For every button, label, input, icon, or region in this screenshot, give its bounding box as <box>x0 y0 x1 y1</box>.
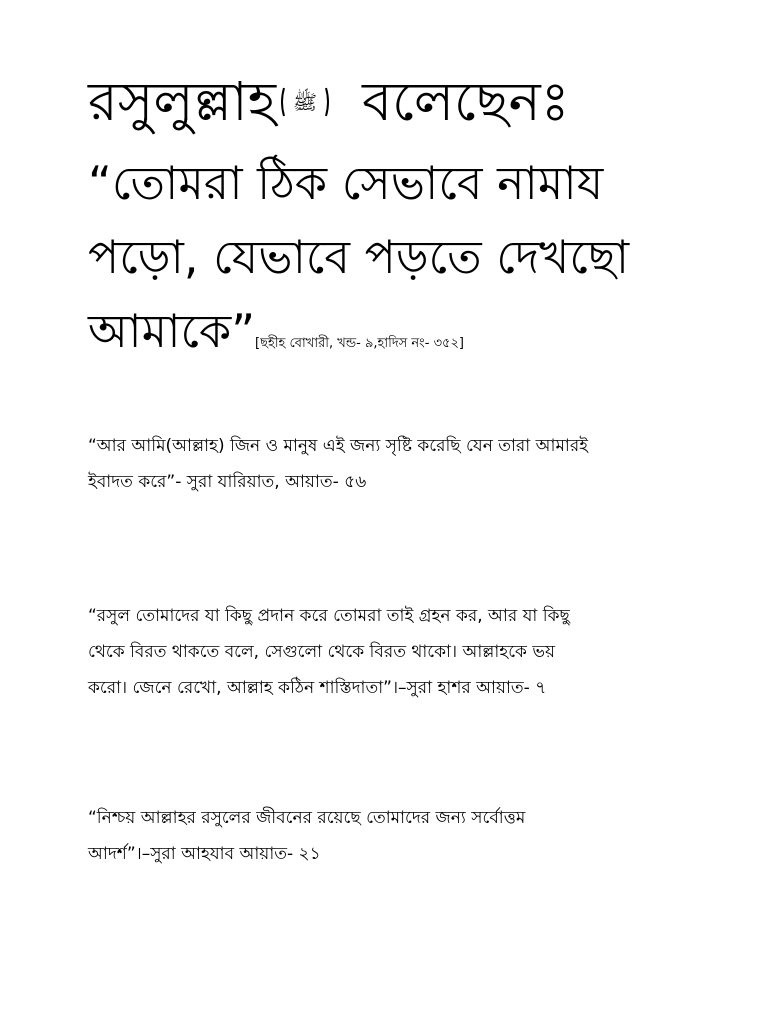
heading-title-prophet: রসুলুল্লাহ <box>88 70 277 133</box>
paragraph-line: করো। জেনে রেখো, আল্লাহ কঠিন শাস্তিদাতা”।–সুরা হাশর আয়াত- ৭ <box>88 678 547 698</box>
salutation-seal-text: ﷺ <box>292 90 318 114</box>
hadith-quote-line-2: পড়ো, যেভাবে পড়তে দেখছো <box>88 230 630 284</box>
hadith-quote-line-1: “তোমরা ঠিক সেভাবে নামায <box>88 156 604 210</box>
paragraph-line: “নিশ্চয় আল্লাহর রসুলের জীবনের রয়েছে তোমাদের জন্য সর্বোত্তম <box>88 808 526 828</box>
hadith-quote <box>88 146 728 368</box>
quran-verse-paragraph-1 <box>88 428 688 500</box>
hadith-heading <box>88 62 728 368</box>
heading-title-said: বলেছেনঃ <box>362 70 570 133</box>
quran-verse-paragraph-2 <box>88 598 688 706</box>
paragraph-line: ইবাদত করে”- সুরা যারিয়াত, আয়াত- ৫৬ <box>88 472 367 492</box>
hadith-quote-line-3-text: আমাকে” <box>88 304 256 358</box>
paragraph-line: আদর্শ”।–সুরা আহযাব আয়াত- ২১ <box>88 844 321 864</box>
quran-verse-paragraph-3 <box>88 800 688 872</box>
hadith-citation: [ছহীহ বোখারী, খন্ড- ৯,হাদিস নং- ৩৫২] <box>255 336 464 351</box>
heading-title <box>88 62 728 142</box>
hadith-quote-line-3 <box>88 294 728 368</box>
paragraph-line: থেকে বিরত থাকতে বলে, সেগুলো থেকে বিরত থাকো। আল্লাহকে ভয় <box>88 642 556 662</box>
paragraph-line: “রসুল তোমাদের যা কিছু প্রদান করে তোমরা তাই গ্রহন কর, আর যা কিছু <box>88 606 570 626</box>
salutation-seal-icon <box>278 82 332 122</box>
paragraph-line: “আর আমি(আল্লাহ) জিন ও মানুষ এই জন্য সৃষ্টি করেছি যেন তারা আমারই <box>88 436 589 456</box>
